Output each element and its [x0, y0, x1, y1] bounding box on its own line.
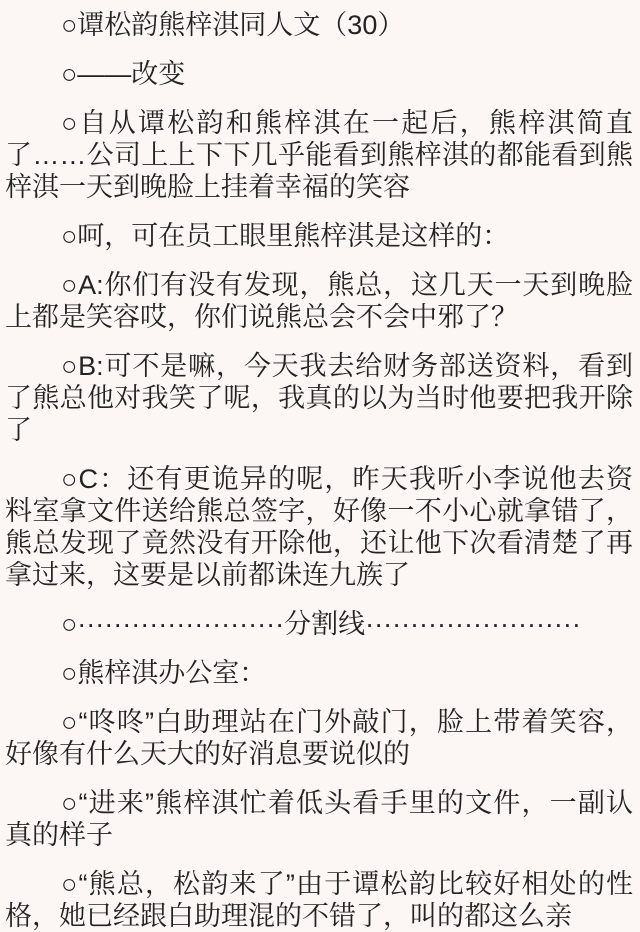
paragraph: ○“熊总，松韵来了”由于谭松韵比较好相处的性格，她已经跟白助理混的不错了，叫的都这么亲	[5, 869, 633, 931]
paragraph: ○C：还有更诡异的呢，昨天我听小李说他去资料室拿文件送给熊总签字，好像一不小心就拿错了，熊总发现了竟然没有开除他，还让他下次看清楚了再拿过来，这要是以前都诛连九族了	[5, 464, 633, 590]
paragraph: ○呵，可在员工眼里熊梓淇是这样的：	[61, 221, 510, 251]
paragraph: ○A:你们有没有发现，熊总，这几天一天到晚脸上都是笑容哎，你们说熊总会不会中邪了？	[5, 270, 633, 332]
paragraph: ○“进来”熊梓淇忙着低头看手里的文件，一副认真的样子	[5, 788, 633, 850]
paragraph: ○熊梓淇办公室：	[61, 658, 267, 688]
divider-paragraph: ○·······················分割线························	[61, 609, 581, 639]
paragraph: ○“咚咚”白助理站在门外敲门，脸上带着笑容，好像有什么天大的好消息要说似的	[5, 707, 633, 769]
paragraph: ○B:可不是嘛，今天我去给财务部送资料，看到了熊总他对我笑了呢，我真的以为当时他要把我开除了	[5, 351, 633, 445]
paragraph: ○自从谭松韵和熊梓淇在一起后，熊梓淇简直了……公司上上下下几乎能看到熊梓淇的都能看到熊梓淇一天到晚脸上挂着幸福的笑容	[5, 108, 633, 202]
chapter-paragraph: ○——改变	[61, 59, 186, 89]
title-paragraph: ○谭松韵熊梓淇同人文（30）	[61, 10, 405, 40]
